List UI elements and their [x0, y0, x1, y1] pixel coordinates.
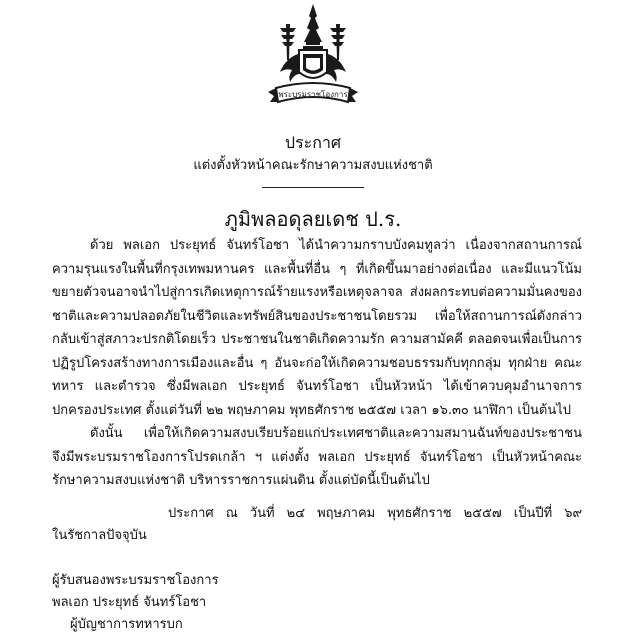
body-paragraph-1: ด้วย พลเอก ประยุทธ์ จันทร์โอชา ได้นำความกราบบังคมทูลว่า เนื่องจากสถานการณ์ความรุนแรงในพื้นที่กรุงเทพมหานคร และพื้นที่อื่น ๆ ที่เกิดขึ้นมาอย่างต่อเนื่อง และมีแนวโน้มขยายตัวจนอาจนำไปสู่การเกิดเหตุการณ์ร้ายแรงหรือเหตุจลาจล ส่งผลกระทบต่อความมั่นคงของชาติและความปลอดภัยในชีวิตและทรัพย์สินของประชาชนโดยรวม เพื่อให้สถานการณ์ดังกล่าวกลับเข้าสู่สภาวะปรกติโดยเร็ว ประชาชนในชาติเกิดความรัก ความสามัคคี ตลอดจนเพื่อเป็นการปฏิรูปโครงสร้างทางการเมืองและอื่น ๆ อันจะก่อให้เกิดความชอบธรรมกับทุกกลุ่ม ทุกฝ่าย คณะทหาร และตำรวจ ซึ่งมีพลเอก ประยุทธ์ จันทร์โอชา เป็นหัวหน้า ได้เข้าควบคุมอำนาจการปกครองประเทศ ตั้งแต่วันที่ ๒๒ พฤษภาคม พุทธศักราช ๒๕๕๗ เวลา ๑๖.๓๐ นาฬิกา เป็นต้นไป [52, 238, 582, 418]
countersign-name: พลเอก ประยุทธ์ จันทร์โอชา [52, 595, 207, 610]
date-line-2: ในรัชกาลปัจจุบัน [52, 528, 147, 543]
countersign-role: ผู้รับสนองพระบรมราชโองการ [52, 573, 219, 588]
emblem-banner-text: พระบรมราชโองการ [278, 90, 348, 99]
royal-garuda-emblem-icon [256, 2, 370, 108]
announcement-subtitle: แต่งตั้งหัวหน้าคณะรักษาความสงบแห่งชาติ [193, 158, 433, 173]
announcement-title: ประกาศ [284, 133, 342, 152]
body-paragraph-2: ดังนั้น เพื่อให้เกิดความสงบเรียบร้อยแก่ประเทศชาติและความสมานฉันท์ของประชาชน จึงมีพระบรมราชโองการโปรดเกล้า ฯ แต่งตั้ง พลเอก ประยุทธ์ จันทร์โอชา เป็นหัวหน้าคณะรักษาความสงบแห่งชาติ บริหารราชการแผ่นดิน ตั้งแต่บัดนี้เป็นต้นไป [52, 426, 582, 488]
announcement-date [52, 503, 582, 547]
countersign-position: ผู้บัญชาการทหารบก [70, 617, 183, 632]
date-line-1: ประกาศ ณ วันที่ ๒๔ พฤษภาคม พุทธศักราช ๒๕๕๗ เป็นปีที่ ๖๙ [168, 506, 582, 521]
royal-signature: ภูมิพลอดุลยเดช ป.ร. [224, 207, 402, 231]
divider-line [262, 187, 364, 188]
